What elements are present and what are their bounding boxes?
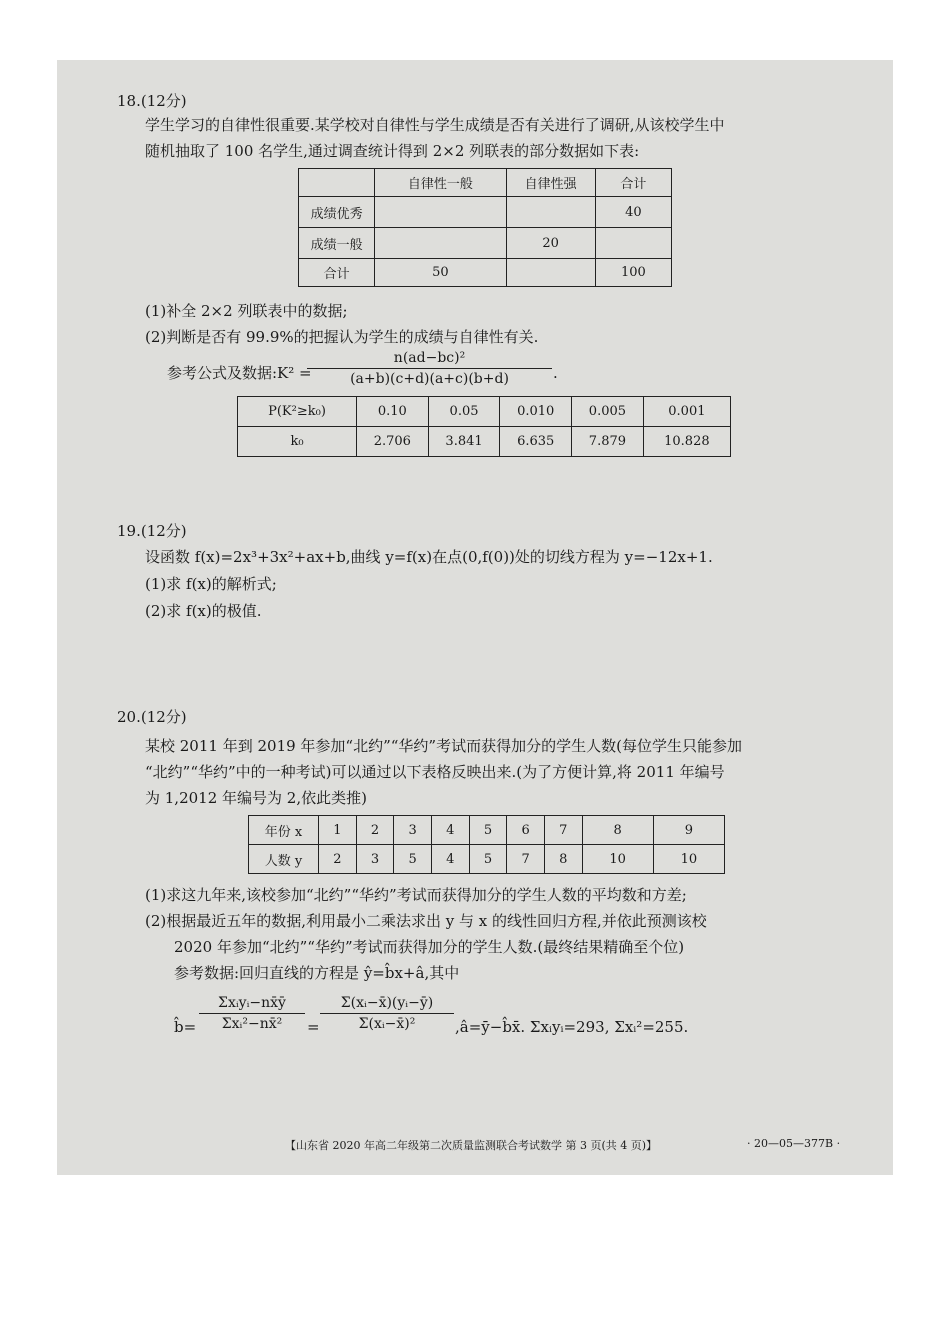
table-cell: 2 xyxy=(356,816,394,845)
fraction-denominator: Σxᵢ²−nx̄² xyxy=(221,1016,283,1032)
table-cell: 6.635 xyxy=(500,427,572,457)
table-cell: 4 xyxy=(431,845,469,874)
table-cell: 50 xyxy=(375,259,506,287)
k2-formula-fraction xyxy=(307,350,552,387)
formula-denominator: (a+b)(c+d)(a+c)(b+d) xyxy=(350,371,509,387)
table-cell: 0.010 xyxy=(500,397,572,427)
table-cell: 3 xyxy=(356,845,394,874)
b-hat-label: b̂= xyxy=(174,1018,197,1036)
table-cell: 100 xyxy=(595,259,671,287)
exam-page xyxy=(57,60,893,1175)
q19-part1: (1)求 f(x)的解析式; xyxy=(145,575,277,593)
fraction-bar xyxy=(307,368,552,369)
table-cell: 2.706 xyxy=(357,427,429,457)
table-cell: 5 xyxy=(469,845,507,874)
q20-data-table xyxy=(248,815,725,874)
table-cell: 1 xyxy=(319,816,357,845)
table-cell: 10 xyxy=(582,845,653,874)
table-cell xyxy=(375,228,506,259)
fraction-bar xyxy=(199,1013,305,1014)
table-cell: 合计 xyxy=(595,169,671,197)
table-cell: 0.005 xyxy=(572,397,644,427)
q20-line1: 某校 2011 年到 2019 年参加“北约”“华约”考试而获得加分的学生人数(每位学生只能参加 xyxy=(145,737,742,755)
table-cell xyxy=(595,228,671,259)
q19-line1: 设函数 f(x)=2x³+3x²+ax+b,曲线 y=f(x)在点(0,f(0))处的切线方程为 y=−12x+1. xyxy=(145,548,713,566)
table-cell: 10.828 xyxy=(643,427,730,457)
table-row xyxy=(299,228,672,259)
q18-part1: (1)补全 2×2 列联表中的数据; xyxy=(145,302,348,320)
q20-line3: 为 1,2012 年编号为 2,依此类推) xyxy=(145,789,367,807)
q20-part2b: 2020 年参加“北约”“华约”考试而获得加分的学生人数.(最终结果精确至个位) xyxy=(174,938,685,956)
table-cell: 7 xyxy=(544,816,582,845)
regression-tail: ,â=ȳ−b̂x̄. Σxᵢyᵢ=293, Σxᵢ²=255. xyxy=(455,1018,689,1036)
table-cell: 自律性一般 xyxy=(375,169,506,197)
table-cell: 7.879 xyxy=(572,427,644,457)
q20-part2a: (2)根据最近五年的数据,利用最小二乘法求出 y 与 x 的线性回归方程,并依此预测该校 xyxy=(145,912,707,930)
table-cell: 自律性强 xyxy=(506,169,595,197)
table-cell: 0.05 xyxy=(428,397,500,427)
table-cell: k₀ xyxy=(238,427,357,457)
fraction-bar xyxy=(320,1013,454,1014)
table-cell: 20 xyxy=(506,228,595,259)
regression-fraction-1 xyxy=(199,995,305,1032)
table-cell: 人数 y xyxy=(249,845,319,874)
regression-fraction-2 xyxy=(320,995,454,1032)
formula-numerator: n(ad−bc)² xyxy=(393,350,466,366)
table-cell: 3.841 xyxy=(428,427,500,457)
page-footer: 【山东省 2020 年高二年级第二次质量监测联合考试数学 第 3 页(共 4 页)】 xyxy=(285,1139,658,1152)
table-cell: 7 xyxy=(507,845,545,874)
table-cell: 8 xyxy=(544,845,582,874)
fraction-denominator: Σ(xᵢ−x̄)² xyxy=(358,1016,416,1032)
table-cell: 8 xyxy=(582,816,653,845)
table-cell: 0.10 xyxy=(357,397,429,427)
fraction-numerator: Σxᵢyᵢ−nx̄ȳ xyxy=(218,995,286,1011)
table-cell: 40 xyxy=(595,197,671,228)
table-row xyxy=(299,259,672,287)
table-row xyxy=(238,397,731,427)
formula-period: . xyxy=(553,364,558,382)
q18-formula-label: 参考公式及数据:K² = xyxy=(167,364,312,382)
q18-header: 18.(12分) xyxy=(117,92,187,110)
table-cell: 9 xyxy=(653,816,724,845)
table-cell xyxy=(375,197,506,228)
fraction-numerator: Σ(xᵢ−x̄)(yᵢ−ȳ) xyxy=(340,995,434,1011)
equals-sign: = xyxy=(307,1018,320,1036)
table-row xyxy=(249,845,725,874)
table-row xyxy=(238,427,731,457)
table-row xyxy=(249,816,725,845)
table-cell: 成绩一般 xyxy=(299,228,375,259)
q20-part1: (1)求这九年来,该校参加“北约”“华约”考试而获得加分的学生人数的平均数和方差; xyxy=(145,886,687,904)
q18-part2: (2)判断是否有 99.9%的把握认为学生的成绩与自律性有关. xyxy=(145,328,539,346)
table-cell: 年份 x xyxy=(249,816,319,845)
q20-reference-line: 参考数据:回归直线的方程是 ŷ=b̂x+â,其中 xyxy=(174,964,460,982)
table-row xyxy=(299,197,672,228)
table-cell xyxy=(299,169,375,197)
table-cell: 合计 xyxy=(299,259,375,287)
table-cell: 2 xyxy=(319,845,357,874)
q19-part2: (2)求 f(x)的极值. xyxy=(145,602,262,620)
table-cell: P(K²≥k₀) xyxy=(238,397,357,427)
table-cell: 3 xyxy=(394,816,432,845)
table-cell: 成绩优秀 xyxy=(299,197,375,228)
q18-line2: 随机抽取了 100 名学生,通过调查统计得到 2×2 列联表的部分数据如下表: xyxy=(145,142,640,160)
table-cell: 5 xyxy=(394,845,432,874)
table-cell: 5 xyxy=(469,816,507,845)
q18-reference-table xyxy=(237,396,731,457)
exam-code: · 20—05—377B · xyxy=(747,1137,841,1150)
table-cell: 4 xyxy=(431,816,469,845)
table-cell: 6 xyxy=(507,816,545,845)
table-header-row xyxy=(299,169,672,197)
table-cell xyxy=(506,197,595,228)
table-cell: 0.001 xyxy=(643,397,730,427)
table-cell: 10 xyxy=(653,845,724,874)
q19-header: 19.(12分) xyxy=(117,522,187,540)
q20-header: 20.(12分) xyxy=(117,708,187,726)
q18-line1: 学生学习的自律性很重要.某学校对自律性与学生成绩是否有关进行了调研,从该校学生中 xyxy=(145,116,725,134)
q18-contingency-table xyxy=(298,168,672,287)
q20-line2: “北约”“华约”中的一种考试)可以通过以下表格反映出来.(为了方便计算,将 2011 年编号 xyxy=(145,763,725,781)
table-cell xyxy=(506,259,595,287)
